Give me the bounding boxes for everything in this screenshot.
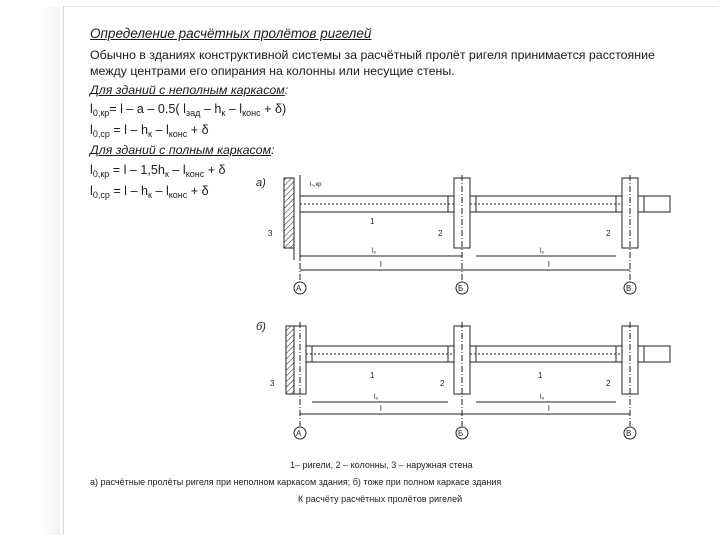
axis-label-b-a: А (296, 429, 302, 438)
legend-caption: 1– ригели, 2 – колонны, 3 – наружная стена (290, 460, 473, 470)
drawing-a (256, 175, 670, 294)
intro-paragraph: Обычно в зданиях конструктивной системы за расчётный пролёт ригеля принимается расстояние между центрами его опирания на колонны или несущие стены. (90, 48, 655, 78)
f-sub: конс (168, 129, 188, 139)
dim-l-label-a2: l (548, 260, 550, 269)
outer-wall-b (286, 326, 294, 394)
axis-label-b-c: В (626, 429, 632, 438)
f-sub: к (148, 129, 152, 139)
dim-l-label-b2: l (548, 404, 550, 413)
f-sub: 0,кр (92, 108, 110, 118)
callout-2-a: 2 (438, 229, 443, 238)
outer-wall-a (284, 178, 294, 248)
f-sub: к (164, 169, 169, 179)
f-var: l (90, 123, 93, 137)
f-text: – h (203, 102, 222, 116)
axis-label-b-b: Б (458, 429, 464, 438)
f-sub: конс (185, 169, 205, 179)
callout-1-a: 1 (370, 217, 375, 226)
f-text: + δ (190, 123, 209, 137)
f-text: – l (155, 184, 169, 198)
dim-l0kp-label: l₀,кр (310, 182, 322, 188)
beam-b-3 (638, 346, 670, 362)
callout-2-a2: 2 (606, 229, 611, 238)
f-sub: к (148, 190, 152, 200)
slide-title: Определение расчётных пролётов ригелей (90, 26, 372, 41)
label-a: а) (256, 177, 266, 189)
f-sub: конс (242, 108, 261, 118)
callout-3-b: 3 (270, 379, 275, 388)
full-frame-heading-text: Для зданий с полным каркасом (90, 143, 272, 157)
f-text: = l – h (113, 123, 148, 137)
callout-3-a: 3 (268, 229, 273, 238)
f-text: – l (172, 163, 186, 177)
figure-title: К расчёту расчётных пролётов ригелей (298, 494, 463, 504)
f-text: = l – h (113, 184, 148, 198)
axis-label-b: Б (458, 284, 464, 293)
dim-l0-label-a2: l₀ (540, 248, 545, 255)
f-sub: 0,ср (92, 190, 110, 200)
dim-l0-label-b2: l₀ (540, 394, 545, 401)
label-b: б) (256, 321, 266, 333)
f-text: = l – 1,5h (112, 163, 165, 177)
callout-2-b: 2 (440, 379, 445, 388)
dim-l0-label-a1: l₀ (372, 248, 377, 255)
partial-frame-heading-text: Для зданий с неполным каркасом (90, 83, 285, 97)
axis-label-c: В (626, 284, 632, 293)
callout-2-b2: 2 (606, 379, 611, 388)
dim-l-label-b1: l (380, 404, 382, 413)
full-frame-heading-colon: : (271, 143, 275, 157)
f-sub: конс (168, 190, 188, 200)
f-var: l (90, 163, 93, 177)
callout-1-b2: 1 (538, 371, 543, 380)
f-sub: к (221, 108, 226, 118)
axis-label-a: А (296, 284, 302, 293)
f-var: l (90, 102, 93, 116)
f-text: + δ (207, 163, 226, 177)
drawing-b (256, 321, 670, 439)
f-text: – l (228, 102, 243, 116)
f-var: l (90, 184, 93, 198)
dim-l-label-a1: l (380, 260, 382, 269)
partial-frame-heading-colon: : (284, 83, 289, 97)
dim-l0-label-b1: l₀ (374, 394, 379, 401)
f-text: – l (155, 123, 169, 137)
callout-1-b: 1 (370, 371, 375, 380)
f-sub: 0,кр (92, 169, 110, 179)
f-sub: зад (185, 108, 201, 118)
beam-a-3 (638, 196, 670, 212)
subfigure-caption: а) расчётные пролёты ригеля при неполном каркасом здания; б) тоже при полном каркасе здания (90, 477, 502, 487)
f-sub: 0,ср (92, 129, 110, 139)
f-text: + δ) (264, 102, 287, 116)
f-text: + δ (190, 184, 209, 198)
f-text: = l – a – 0.5( l (109, 102, 186, 116)
